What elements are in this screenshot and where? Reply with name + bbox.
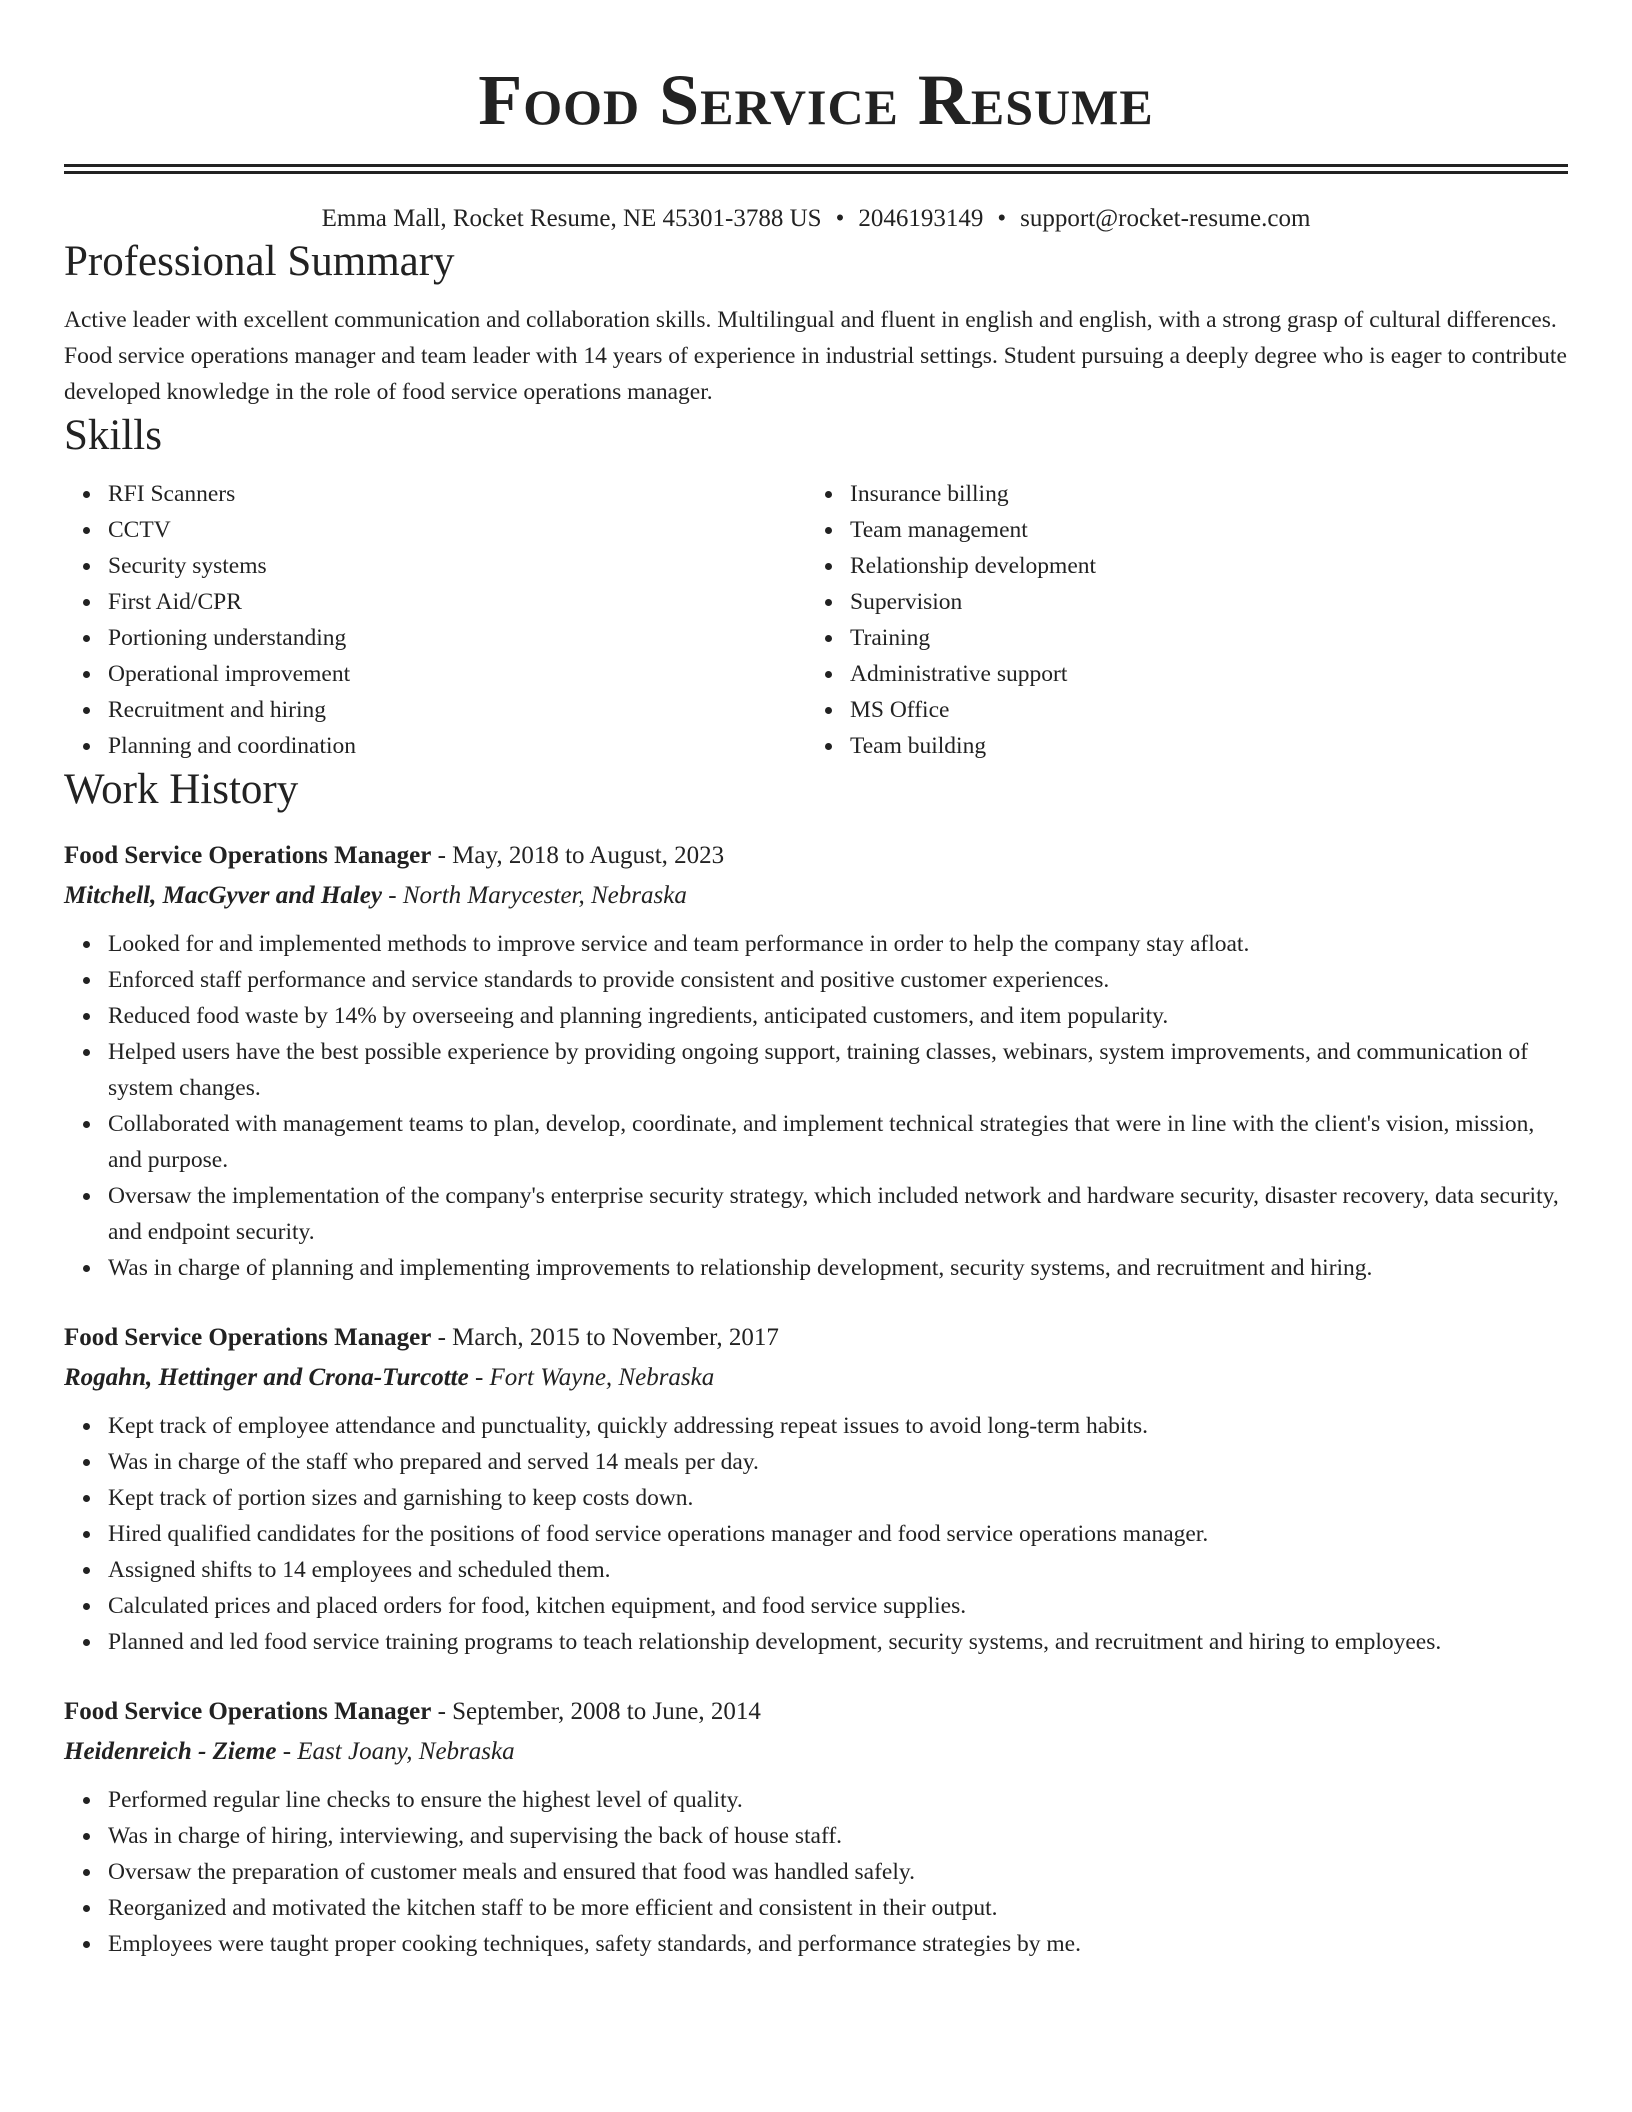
job-bullet: Was in charge of the staff who prepared and served 14 meals per day. (108, 1444, 1568, 1480)
job-title-line (64, 1318, 1568, 1358)
job-bullet: Planned and led food service training programs to teach relationship development, security systems, and recruitment and hiring to employees. (108, 1624, 1568, 1660)
job-company-line (64, 1358, 1568, 1398)
skill-item: Supervision (850, 584, 1548, 620)
job-bullet: Was in charge of planning and implementing improvements to relationship development, security systems, and recruitment and hiring. (108, 1250, 1568, 1286)
job-bullet: Kept track of portion sizes and garnishing to keep costs down. (108, 1480, 1568, 1516)
job-bullet: Collaborated with management teams to plan, develop, coordinate, and implement technical strategies that were in line with the client's vision, mission, and purpose. (108, 1106, 1568, 1178)
job-title-line (64, 1692, 1568, 1732)
job-bullet: Hired qualified candidates for the positions of food service operations manager and food service operations manager. (108, 1516, 1568, 1552)
skills-list-right (806, 476, 1548, 764)
job-dates: - March, 2015 to November, 2017 (431, 1324, 779, 1351)
job-bullet: Oversaw the implementation of the company's enterprise security strategy, which included network and hardware security, disaster recovery, data security, and endpoint security. (108, 1178, 1568, 1250)
summary-heading: Professional Summary (64, 238, 455, 285)
skill-item: Relationship development (850, 548, 1548, 584)
job-title-line (64, 836, 1568, 876)
job-location: - Fort Wayne, Nebraska (468, 1364, 715, 1391)
skill-item: Training (850, 620, 1548, 656)
job-dates: - September, 2008 to June, 2014 (431, 1698, 761, 1725)
job-entry (64, 836, 1568, 1286)
skill-item: Security systems (108, 548, 806, 584)
job-entry (64, 1318, 1568, 1660)
skill-item: RFI Scanners (108, 476, 806, 512)
contact-separator: • (997, 205, 1007, 232)
job-bullet: Enforced staff performance and service standards to provide consistent and positive customer experiences. (108, 962, 1568, 998)
job-title: Food Service Operations Manager (64, 1698, 432, 1725)
skills-columns (64, 476, 1568, 764)
job-company: Mitchell, MacGyver and Haley (64, 882, 382, 909)
job-bullet: Assigned shifts to 14 employees and scheduled them. (108, 1552, 1568, 1588)
contact-address: Emma Mall, Rocket Resume, NE 45301-3788 US (321, 205, 822, 232)
job-company-line (64, 876, 1568, 916)
contact-email: support@rocket-resume.com (1020, 205, 1311, 232)
job-company-line (64, 1732, 1568, 1772)
skills-heading: Skills (64, 412, 162, 459)
skills-list-left (64, 476, 806, 764)
job-bullet-list (64, 1782, 1568, 1962)
job-title: Food Service Operations Manager (64, 1324, 432, 1351)
job-bullet: Kept track of employee attendance and punctuality, quickly addressing repeat issues to avoid long-term habits. (108, 1408, 1568, 1444)
contact-separator: • (835, 205, 845, 232)
skill-item: CCTV (108, 512, 806, 548)
work-history-heading: Work History (64, 766, 299, 813)
summary-text: Active leader with excellent communication and collaboration skills. Multilingual and fluent in english and english, with a strong grasp of cultural differences. Food service operations manager and team leader with 14 years of experience in industrial settings. Student pursuing a deeply degree who is eager to contribute developed knowledge in the role of food service operations manager. (64, 307, 1567, 405)
job-bullet-list (64, 926, 1568, 1286)
job-bullet: Was in charge of hiring, interviewing, and supervising the back of house staff. (108, 1818, 1568, 1854)
job-company: Heidenreich - Zieme (64, 1738, 277, 1765)
job-title: Food Service Operations Manager (64, 842, 432, 869)
skill-item: Recruitment and hiring (108, 692, 806, 728)
job-bullet: Helped users have the best possible experience by providing ongoing support, training classes, webinars, system improvements, and communication of system changes. (108, 1034, 1568, 1106)
job-bullet: Oversaw the preparation of customer meals and ensured that food was handled safely. (108, 1854, 1568, 1890)
skill-item: Team management (850, 512, 1548, 548)
skill-item: Insurance billing (850, 476, 1548, 512)
job-bullet: Employees were taught proper cooking techniques, safety standards, and performance strategies by me. (108, 1926, 1568, 1962)
work-history-list (64, 836, 1568, 1962)
skill-item: Portioning understanding (108, 620, 806, 656)
job-bullet: Calculated prices and placed orders for food, kitchen equipment, and food service supplies. (108, 1588, 1568, 1624)
skill-item: MS Office (850, 692, 1548, 728)
job-company: Rogahn, Hettinger and Crona-Turcotte (64, 1364, 469, 1391)
skill-item: First Aid/CPR (108, 584, 806, 620)
skill-item: Administrative support (850, 656, 1548, 692)
job-dates: - May, 2018 to August, 2023 (431, 842, 725, 869)
job-bullet-list (64, 1408, 1568, 1660)
job-location: - North Marycester, Nebraska (382, 882, 687, 909)
skill-item: Operational improvement (108, 656, 806, 692)
job-location: - East Joany, Nebraska (276, 1738, 515, 1765)
job-bullet: Reduced food waste by 14% by overseeing and planning ingredients, anticipated customers, and item popularity. (108, 998, 1568, 1034)
job-bullet: Reorganized and motivated the kitchen staff to be more efficient and consistent in their output. (108, 1890, 1568, 1926)
job-entry (64, 1692, 1568, 1962)
resume-title: Food Service Resume (478, 60, 1154, 140)
skill-item: Team building (850, 728, 1548, 764)
job-bullet: Looked for and implemented methods to improve service and team performance in order to help the company stay afloat. (108, 926, 1568, 962)
contact-phone: 2046193149 (858, 205, 984, 232)
contact-line (64, 202, 1568, 236)
job-bullet: Performed regular line checks to ensure the highest level of quality. (108, 1782, 1568, 1818)
title-double-rule (64, 164, 1568, 174)
skill-item: Planning and coordination (108, 728, 806, 764)
